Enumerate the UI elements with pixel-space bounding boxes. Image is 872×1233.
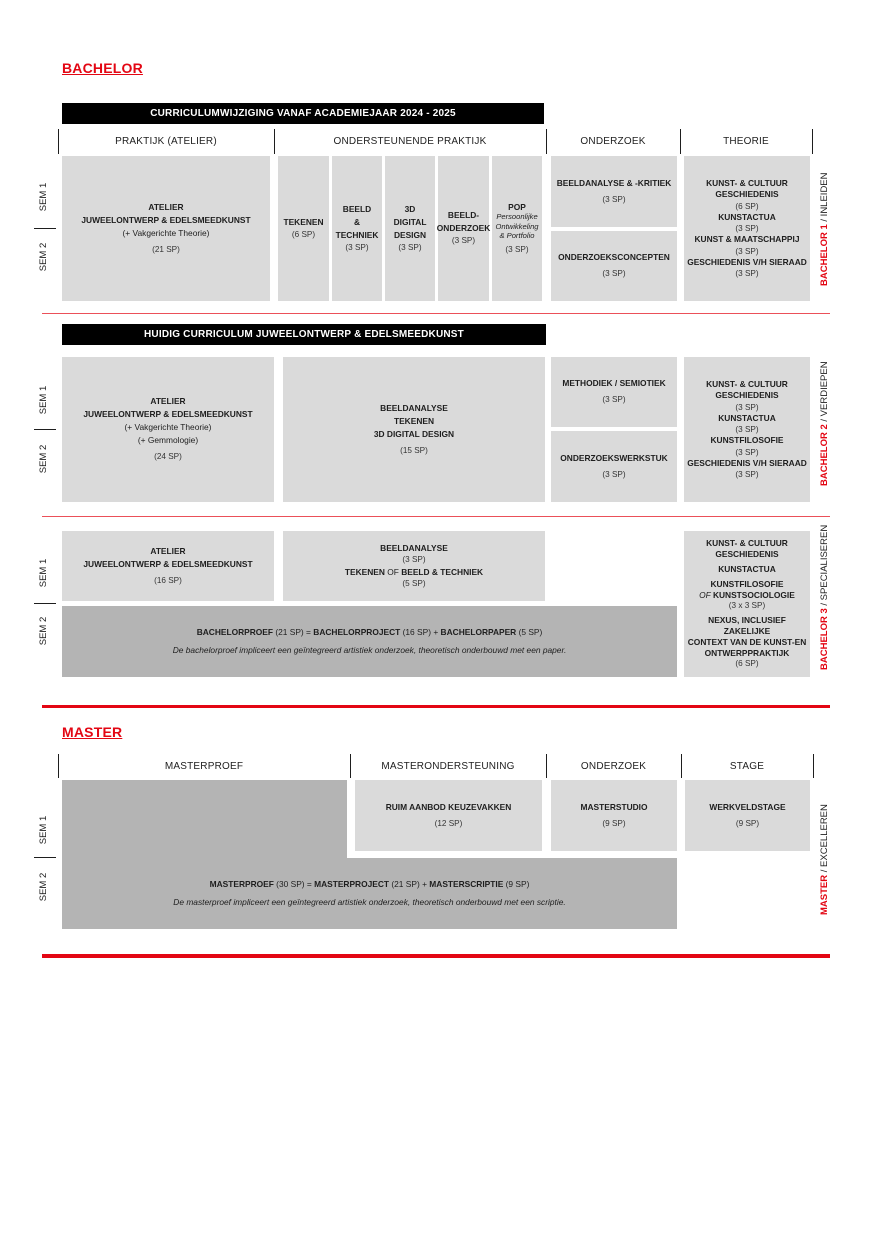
course-note: Ontwikkeling	[495, 221, 539, 231]
course-name: MASTERSCRIPTIE	[429, 879, 504, 890]
separator: /	[819, 600, 830, 609]
study-points: (9 SP)	[503, 879, 530, 890]
sem2-label: SEM 2	[38, 242, 49, 272]
keuzevakken-box	[355, 780, 542, 851]
course-name: BEELD-	[447, 210, 480, 221]
course-name: GESCHIEDENIS V/H SIERAAD	[687, 457, 807, 468]
year-label: BACHELOR 1	[819, 224, 830, 286]
course-name: TEKENEN	[283, 216, 324, 227]
study-points: (3 SP)	[735, 447, 759, 457]
separator: /	[819, 866, 830, 875]
year2-atelier	[62, 357, 274, 502]
study-points: (12 SP)	[434, 818, 463, 828]
course-name: POP	[508, 201, 526, 212]
year3-theorie	[684, 531, 810, 677]
course-note: & Portfolio	[499, 231, 535, 241]
year1-beeldonderzoek	[438, 156, 489, 301]
year3-ondersteunend	[283, 531, 545, 601]
course-name: RUIM AANBOD KEUZEVAKKEN	[385, 801, 512, 812]
year1-3d-digital	[385, 156, 435, 301]
separator: /	[819, 416, 830, 425]
course-name: DESIGN	[393, 229, 427, 240]
study-points: (3 SP)	[402, 555, 426, 565]
year1-theorie	[684, 156, 810, 301]
course-name: ONTWERPPRAKTIJK	[704, 648, 790, 659]
column-header-stage: STAGE	[729, 760, 765, 772]
masterstudio-box	[551, 780, 677, 851]
column-header-ondersteunend: ONDERSTEUNENDE PRAKTIJK	[333, 136, 487, 147]
study-points: (3 SP)	[735, 246, 759, 256]
course-note: (+ Vakgerichte Theorie)	[124, 422, 212, 433]
study-points: (3 SP)	[451, 236, 476, 246]
course-name: CONTEXT VAN DE KUNST-EN	[687, 637, 807, 648]
course-name: 3D DIGITAL DESIGN	[373, 428, 455, 439]
masterproef-area-top	[62, 780, 347, 860]
course-name: ONDERZOEKSCONCEPTEN	[558, 252, 670, 263]
study-points: (6 SP)	[735, 659, 759, 669]
course-name: MASTERPROJECT	[314, 879, 390, 890]
year-label: MASTER	[819, 874, 830, 915]
course-name: KUNSTACTUA	[718, 412, 776, 423]
study-points: (3 SP)	[735, 224, 759, 234]
phase-label: INLEIDEN	[819, 172, 830, 217]
column-header-onderzoek: ONDERZOEK	[580, 136, 646, 147]
study-points: (3 SP)	[602, 194, 626, 204]
course-name: BEELDANALYSE	[380, 542, 448, 553]
course-name: 3D DIGITAL	[393, 203, 427, 227]
sem2-label: SEM 2	[38, 444, 49, 474]
study-points: (3 SP)	[505, 244, 529, 254]
year1-tekenen	[278, 156, 329, 301]
study-points: (16 SP) +	[400, 627, 441, 638]
course-name: GESCHIEDENIS	[715, 189, 779, 200]
bachelor-title: BACHELOR	[62, 60, 143, 76]
study-points: (3 SP)	[735, 402, 759, 412]
study-points: (3 x 3 SP)	[728, 600, 766, 610]
column-header-onderzoek: ONDERZOEK	[580, 760, 647, 772]
course-name: KUNSTSOCIOLOGIE	[712, 589, 795, 600]
study-points: (3 SP)	[602, 469, 626, 479]
phase-label: VERDIEPEN	[819, 361, 830, 417]
bachelor3-side-label	[819, 524, 833, 670]
masterproef-box	[62, 858, 677, 929]
course-name: ATELIER	[148, 201, 184, 212]
study-points: (3 SP)	[345, 242, 369, 252]
course-name: KUNSTFILOSOFIE	[710, 435, 784, 446]
sem2-label: SEM 2	[38, 872, 49, 902]
sem2-label: SEM 2	[38, 616, 49, 646]
year1-onderzoek-sem1	[551, 156, 677, 227]
course-name: NEXUS, INCLUSIEF ZAKELIJKE	[708, 615, 786, 637]
separator: /	[819, 216, 830, 225]
master-side-label	[819, 795, 833, 915]
column-header-praktijk: PRAKTIJK (ATELIER)	[115, 136, 217, 147]
course-name: BEELDANALYSE & -KRITIEK	[556, 177, 672, 188]
course-name: BEELD	[342, 203, 372, 214]
course-name: BEELDANALYSE	[380, 402, 448, 413]
column-divider	[813, 754, 814, 778]
study-points: (3 SP)	[398, 242, 422, 252]
year1-beeld-techniek	[332, 156, 382, 301]
course-name: KUNSTFILOSOFIE	[710, 578, 784, 589]
column-header-theorie: THEORIE	[723, 136, 769, 147]
study-points: (9 SP)	[735, 818, 760, 828]
course-name: KUNSTACTUA	[718, 564, 776, 575]
werkveldstage-box	[685, 780, 810, 851]
year3-atelier	[62, 531, 274, 601]
course-name: BACHELORPAPER	[440, 627, 517, 638]
course-name: GESCHIEDENIS V/H SIERAAD	[687, 256, 807, 267]
study-points: (21 SP) +	[389, 879, 430, 890]
study-points: (5 SP)	[402, 579, 426, 589]
study-points: (3 SP)	[735, 425, 759, 435]
bachelor2-side-label	[819, 361, 833, 486]
course-name: KUNST- & CULTUUR	[706, 178, 788, 189]
section-divider	[42, 954, 830, 958]
course-name: ONDERZOEKSWERKSTUK	[560, 452, 668, 463]
course-name: MASTERPROEF	[209, 879, 274, 890]
study-points: (21 SP)	[152, 244, 180, 254]
bachelor1-side-label	[819, 172, 833, 286]
course-name: TEKENEN	[344, 567, 385, 577]
study-points: (16 SP)	[154, 575, 182, 585]
year2-onderzoek-sem1	[551, 357, 677, 427]
course-name: BEELD & TECHNIEK	[401, 567, 484, 577]
sem1-label: SEM 1	[38, 385, 49, 415]
study-points: (6 SP)	[291, 229, 316, 239]
course-name: GESCHIEDENIS	[715, 549, 779, 560]
study-points: (9 SP)	[602, 818, 626, 828]
course-name: BACHELORPROJECT	[313, 627, 401, 638]
bachelorproef-box	[62, 606, 677, 677]
column-header-masterproef: MASTERPROEF	[164, 760, 244, 772]
course-note: (+ Gemmologie)	[137, 435, 199, 446]
banner-curriculum-change: CURRICULUMWIJZIGING VANAF ACADEMIEJAAR 2024 - 2025	[62, 103, 544, 124]
course-name: ATELIER	[150, 396, 186, 407]
study-points: (3 SP)	[602, 395, 626, 405]
study-points: (3 SP)	[602, 269, 626, 279]
course-name: KUNST & MAATSCHAPPIJ	[694, 234, 800, 245]
year2-ondersteunend	[283, 357, 545, 502]
sem1-label: SEM 1	[38, 182, 49, 212]
course-name: & TECHNIEK	[335, 216, 379, 240]
course-name: ONDERZOEK	[436, 223, 491, 234]
study-points: (6 SP)	[735, 201, 759, 211]
section-divider	[42, 705, 830, 708]
course-name: KUNSTACTUA	[718, 211, 776, 222]
or-text: OF	[384, 567, 402, 577]
master-title: MASTER	[62, 724, 123, 740]
column-divider	[812, 129, 813, 154]
banner-current-curriculum: HUIDIG CURRICULUM JUWEELONTWERP & EDELSMEEDKUNST	[62, 324, 546, 345]
study-points: (15 SP)	[400, 445, 428, 455]
study-points: (3 SP)	[735, 469, 759, 479]
course-name: WERKVELDSTAGE	[709, 801, 786, 812]
sem1-label: SEM 1	[38, 558, 49, 588]
course-name: TEKENEN	[393, 415, 435, 426]
year-label: BACHELOR 2	[819, 424, 830, 486]
year2-onderzoek-sem2	[551, 431, 677, 502]
course-note: (+ Vakgerichte Theorie)	[122, 227, 210, 238]
study-points: (5 SP)	[516, 627, 543, 638]
year-divider	[42, 516, 830, 517]
course-name: ATELIER	[150, 545, 186, 556]
course-note: Persoonlijke	[496, 212, 538, 222]
course-name: METHODIEK / SEMIOTIEK	[562, 378, 666, 389]
year2-theorie	[684, 357, 810, 502]
study-points: (30 SP) =	[273, 879, 315, 890]
course-description: De bachelorproef impliceert een geïntegreerd artistiek onderzoek, theoretisch onderbouwd met een paper.	[172, 644, 567, 655]
year1-pop	[492, 156, 542, 301]
phase-label: EXCELLEREN	[819, 804, 830, 867]
study-points: (3 SP)	[735, 268, 759, 278]
study-points: (21 SP) =	[273, 627, 314, 638]
study-points: (24 SP)	[154, 452, 182, 462]
course-name: GESCHIEDENIS	[715, 390, 779, 401]
year1-atelier	[62, 156, 270, 301]
year1-onderzoek-sem2	[551, 231, 677, 301]
or-text: OF	[699, 589, 713, 600]
course-description: De masterproef impliceert een geïntegreerd artistiek onderzoek, theoretisch onderbouwd met een scriptie.	[173, 896, 566, 907]
year-label: BACHELOR 3	[819, 608, 830, 670]
year-divider	[42, 313, 830, 314]
phase-label: SPECIALISEREN	[819, 524, 830, 601]
course-name: KUNST- & CULTUUR	[706, 379, 788, 390]
course-name: JUWEELONTWERP & EDELSMEEDKUNST	[83, 558, 253, 569]
course-name: JUWEELONTWERP & EDELSMEEDKUNST	[83, 409, 253, 420]
course-name: MASTERSTUDIO	[580, 801, 648, 812]
course-name: KUNST- & CULTUUR	[706, 538, 788, 549]
course-name: JUWEELONTWERP & EDELSMEEDKUNST	[81, 214, 251, 225]
sem1-label: SEM 1	[38, 815, 49, 845]
course-name: BACHELORPROEF	[196, 627, 273, 638]
column-header-masterondersteuning: MASTERONDERSTEUNING	[381, 760, 515, 772]
